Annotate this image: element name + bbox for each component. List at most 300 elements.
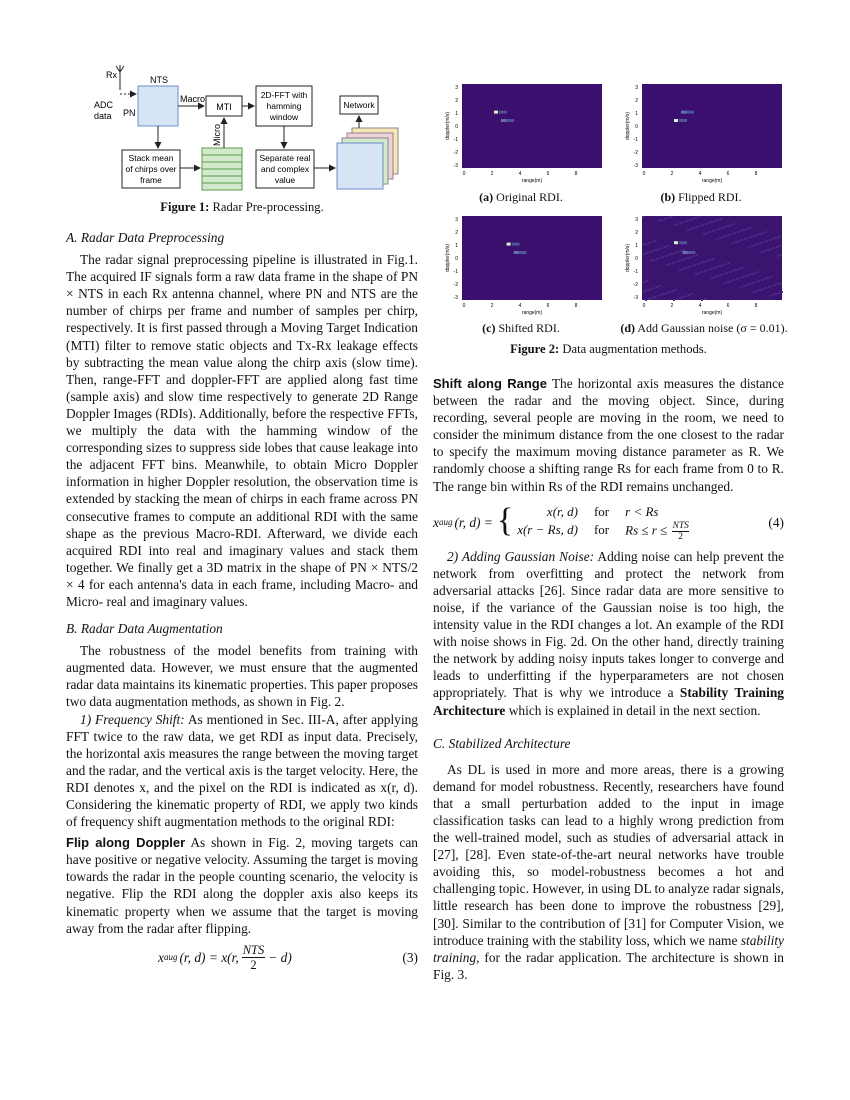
noise-pixel <box>652 250 654 252</box>
noise-pixel <box>777 255 779 257</box>
noise-pixel <box>714 276 716 278</box>
noise-pixel <box>699 225 701 227</box>
y-tick-label: 2 <box>455 230 458 236</box>
x-tick-label: 2 <box>490 171 494 177</box>
target-tail <box>499 111 507 114</box>
noise-pixel <box>771 285 773 287</box>
noise-pixel <box>727 225 729 227</box>
noise-pixel <box>759 233 761 235</box>
noise-pixel <box>727 281 729 283</box>
noise-pixel <box>721 227 723 229</box>
target-tail <box>679 241 687 244</box>
noise-pixel <box>737 231 739 233</box>
noise-pixel <box>683 221 685 223</box>
noise-pixel <box>749 227 751 229</box>
noise-pixel <box>680 250 682 252</box>
noise-pixel <box>724 282 726 284</box>
rdi-flipped-plot <box>620 80 790 188</box>
noise-pixel <box>651 297 653 299</box>
noise-pixel <box>772 238 774 240</box>
noise-pixel <box>643 281 645 283</box>
stack-label-2: of chirps over <box>125 164 177 174</box>
noise-pixel <box>757 271 759 273</box>
noise-pixel <box>746 284 748 286</box>
noise-pixel <box>675 289 677 291</box>
noise-pixel <box>728 234 730 236</box>
noise-pixel <box>752 282 754 284</box>
noise-pixel <box>756 290 758 292</box>
noise-pixel <box>692 218 694 220</box>
y-axis-label: doppler(m/s) <box>625 243 631 273</box>
y-tick-label: 3 <box>455 85 458 91</box>
noise-pixel <box>718 228 720 230</box>
noise-pixel <box>651 241 653 243</box>
noise-pixel <box>712 258 714 260</box>
target-blob <box>674 241 678 244</box>
subcaption-d: (d) Add Gaussian noise (σ = 0.01). <box>620 321 788 335</box>
gaussian-noise-paragraph: 2) Adding Gaussian Noise: Adding noise can help prevent the network from overfitting and protect the network from adversarial attacks [26]. Since radar data are more sensitive to noise, if the variance of the Gaussian noise is too high, the intensity value in the RDI changes a lot. An example of the RDI with noise shows in Fig. 2d. On the other hand, directly training the network by adding noisy inputs takes longer to converge and leads to underfitting if the hyperparameters are not chosen appropriately. That is why we introduce a Stability Training Architecture which is explained in detail in the next section. <box>433 548 784 718</box>
y-tick-label: -3 <box>633 163 638 169</box>
noise-pixel <box>648 298 650 300</box>
noise-pixel <box>646 280 648 282</box>
noise-pixel <box>656 286 658 288</box>
noise-pixel <box>732 270 734 272</box>
noise-pixel <box>665 255 667 257</box>
noise-pixel <box>659 285 661 287</box>
noise-pixel <box>672 262 674 264</box>
y-tick-label: 1 <box>455 243 458 249</box>
noise-pixel <box>732 242 734 244</box>
noise-pixel <box>654 240 656 242</box>
x-tick-label: 4 <box>518 303 522 309</box>
noise-pixel <box>687 257 689 259</box>
noise-pixel <box>695 217 697 219</box>
y-tick-label: -1 <box>633 269 638 275</box>
y-tick-label: 1 <box>635 243 638 249</box>
noise-pixel <box>763 241 765 243</box>
section-c-heading: C. Stabilized Architecture <box>433 735 571 751</box>
x-tick-label: 0 <box>642 171 646 177</box>
noise-pixel <box>770 276 772 278</box>
y-tick-label: 3 <box>635 217 638 223</box>
noise-pixel <box>719 237 721 239</box>
noise-pixel <box>711 277 713 279</box>
x-tick-label: 6 <box>726 171 730 177</box>
target-blob <box>507 243 511 246</box>
fft-label-3: window <box>269 112 299 122</box>
y-tick-label: 2 <box>635 230 638 236</box>
y-tick-label: -2 <box>453 282 458 288</box>
x-tick-label: 4 <box>698 171 702 177</box>
noise-pixel <box>762 288 764 290</box>
noise-pixel <box>698 272 700 274</box>
x-axis-label: range(m) <box>521 310 543 316</box>
x-tick-label: 4 <box>698 303 702 309</box>
stacked-tensor <box>337 128 398 189</box>
noise-pixel <box>658 220 660 222</box>
noise-pixel <box>755 281 757 283</box>
noise-pixel <box>701 299 703 301</box>
noise-pixel <box>711 221 713 223</box>
noise-pixel <box>735 241 737 243</box>
noise-pixel <box>703 261 705 263</box>
noise-pixel <box>678 260 680 262</box>
y-tick-label: 0 <box>635 256 638 262</box>
noise-pixel <box>664 218 666 220</box>
noise-pixel <box>705 223 707 225</box>
noise-pixel <box>694 264 696 266</box>
noise-pixel <box>645 243 647 245</box>
x-tick-label: 4 <box>518 171 522 177</box>
noise-pixel <box>735 269 737 271</box>
target-tail <box>506 119 514 122</box>
noise-pixel <box>655 249 657 251</box>
target-tail <box>679 119 687 122</box>
rdi-original-plot <box>440 80 610 188</box>
noise-pixel <box>778 236 780 238</box>
noise-pixel <box>708 222 710 224</box>
y-axis-label: doppler(m/s) <box>445 243 451 273</box>
noise-pixel <box>750 236 752 238</box>
noise-pixel <box>672 290 674 292</box>
noise-pixel <box>756 234 758 236</box>
noise-pixel <box>710 268 712 270</box>
heatmap-background <box>462 84 602 168</box>
noise-pixel <box>688 294 690 296</box>
noise-pixel <box>693 255 695 257</box>
noise-pixel <box>714 220 716 222</box>
noise-pixel <box>724 226 726 228</box>
noise-pixel <box>745 275 747 277</box>
noise-pixel <box>669 291 671 293</box>
noise-pixel <box>765 231 767 233</box>
sep-label-2: and complex <box>260 164 310 174</box>
noise-pixel <box>670 216 672 218</box>
noise-pixel <box>765 287 767 289</box>
x-tick-label: 8 <box>754 303 758 309</box>
figure-1-diagram <box>90 64 406 196</box>
noise-pixel <box>716 266 718 268</box>
noise-pixel <box>668 254 670 256</box>
noise-pixel <box>716 238 718 240</box>
noise-pixel <box>767 277 769 279</box>
x-tick-label: 8 <box>574 303 578 309</box>
noise-pixel <box>779 245 781 247</box>
noise-pixel <box>740 230 742 232</box>
noise-pixel <box>761 251 763 253</box>
noise-pixel <box>648 242 650 244</box>
noise-pixel <box>743 229 745 231</box>
section-a-heading: A. Radar Data Preprocessing <box>66 230 225 245</box>
stack-label-3: frame <box>140 175 162 185</box>
y-tick-label: -1 <box>453 137 458 143</box>
noise-pixel <box>747 237 749 239</box>
x-axis-label: range(m) <box>521 178 543 184</box>
noise-pixel <box>730 224 732 226</box>
noise-pixel <box>717 275 719 277</box>
noise-pixel <box>684 258 686 260</box>
noise-pixel <box>731 233 733 235</box>
noise-pixel <box>744 238 746 240</box>
y-tick-label: -2 <box>453 150 458 156</box>
noise-pixel <box>746 228 748 230</box>
noise-pixel <box>730 280 732 282</box>
noise-pixel <box>754 272 756 274</box>
noise-pixel <box>759 289 761 291</box>
noise-pixel <box>675 261 677 263</box>
noise-pixel <box>685 295 687 297</box>
noise-pixel <box>706 260 708 262</box>
antenna-icon <box>116 65 124 90</box>
micro-label: Micro <box>212 124 222 146</box>
noise-pixel <box>738 240 740 242</box>
target-tail <box>512 243 520 246</box>
noise-pixel <box>685 267 687 269</box>
noise-pixel <box>677 223 679 225</box>
x-tick-label: 8 <box>574 171 578 177</box>
noise-pixel <box>764 278 766 280</box>
noise-pixel <box>766 240 768 242</box>
mti-label: MTI <box>216 102 232 112</box>
noise-pixel <box>657 295 659 297</box>
noise-pixel <box>667 245 669 247</box>
noise-pixel <box>682 268 684 270</box>
figure-1-caption: Figure 1: Radar Pre-processing. <box>160 200 324 214</box>
noise-pixel <box>704 298 706 300</box>
rdi-noise-plot <box>620 212 790 320</box>
noise-pixel <box>698 216 700 218</box>
subcaption-a: (a) Original RDI. <box>479 190 563 204</box>
noise-pixel <box>662 256 664 258</box>
noise-pixel <box>674 224 676 226</box>
noise-pixel <box>725 235 727 237</box>
y-tick-label: 3 <box>455 217 458 223</box>
noise-pixel <box>709 259 711 261</box>
noise-pixel <box>667 217 669 219</box>
noise-pixel <box>713 267 715 269</box>
noise-pixel <box>686 220 688 222</box>
noise-pixel <box>780 282 782 284</box>
fft-label-2: hamming <box>266 101 302 111</box>
sep-label-1: Separate real <box>259 153 311 163</box>
noise-pixel <box>646 252 648 254</box>
noise-pixel <box>696 254 698 256</box>
noise-pixel <box>689 219 691 221</box>
right-column <box>433 375 784 983</box>
subcaption-c: (c) Shifted RDI. <box>482 321 560 335</box>
equation-3: x aug (r, d) = x(r, NTS 2 − d) (3) <box>158 942 418 972</box>
noise-pixel <box>702 224 704 226</box>
y-tick-label: 2 <box>635 98 638 104</box>
noise-pixel <box>741 267 743 269</box>
noise-pixel <box>679 269 681 271</box>
noise-pixel <box>666 264 668 266</box>
noise-pixel <box>748 246 750 248</box>
y-tick-label: 0 <box>455 256 458 262</box>
noise-pixel <box>676 298 678 300</box>
noise-pixel <box>722 264 724 266</box>
noise-pixel <box>780 254 782 256</box>
y-axis-label: doppler(m/s) <box>445 111 451 141</box>
sep-label-3: value <box>274 175 296 185</box>
noise-pixel <box>673 299 675 301</box>
noise-pixel <box>725 263 727 265</box>
y-tick-label: 1 <box>455 111 458 117</box>
noise-pixel <box>644 290 646 292</box>
frequency-shift-paragraph: 1) Frequency Shift: As mentioned in Sec. III-A, after applying FFT twice to the raw data, we get RDI as input data. Precisely, the horizontal axis measures the range between the moving target and the radar, and the vertical axis is the target velocity. Here, the RDI denotes x, and the pixel on the RDI is indicated as x(r, d). Considering the kinematic property of RDI, we apply two kinds of frequency shift augmentation methods to the original RDI: <box>66 711 418 830</box>
noise-pixel <box>649 251 651 253</box>
noise-pixel <box>656 258 658 260</box>
rx-label: Rx <box>106 70 117 80</box>
noise-pixel <box>719 265 721 267</box>
data-label: data <box>94 111 112 121</box>
noise-pixel <box>645 299 647 301</box>
section-b-paragraph: The robustness of the model benefits from training with augmented data. However, we must ensure that the augmented radar data maintains its kinematic properties. This paper proposes two data augmentation methods, as shown in Fig. 2. <box>66 643 418 710</box>
noise-pixel <box>777 283 779 285</box>
noise-pixel <box>775 237 777 239</box>
noise-pixel <box>654 296 656 298</box>
noise-pixel <box>658 248 660 250</box>
y-tick-label: 2 <box>455 98 458 104</box>
x-axis-label: range(m) <box>701 310 723 316</box>
noise-pixel <box>738 268 740 270</box>
noise-pixel <box>697 263 699 265</box>
y-tick-label: 1 <box>635 111 638 117</box>
noise-pixel <box>712 230 714 232</box>
noise-pixel <box>693 227 695 229</box>
y-tick-label: -3 <box>633 295 638 301</box>
noise-pixel <box>751 273 753 275</box>
noise-pixel <box>723 273 725 275</box>
noise-pixel <box>768 286 770 288</box>
y-tick-label: -1 <box>453 269 458 275</box>
noise-pixel <box>720 218 722 220</box>
noise-pixel <box>696 226 698 228</box>
noise-pixel <box>736 278 738 280</box>
noise-pixel <box>704 270 706 272</box>
y-tick-label: -2 <box>633 282 638 288</box>
noise-pixel <box>690 256 692 258</box>
y-tick-label: -1 <box>633 137 638 143</box>
noise-pixel <box>743 285 745 287</box>
noise-pixel <box>642 244 644 246</box>
noise-pixel <box>776 246 778 248</box>
noise-pixel <box>753 291 755 293</box>
section-b-heading: B. Radar Data Augmentation <box>66 621 223 637</box>
noise-pixel <box>643 253 645 255</box>
section-c-paragraph: As DL is used in more and more areas, there is a growing demand for model robustness. Recently, researchers have found that a small perturbation added to the input in image classification tasks can lead to a highly wrong prediction from the well-trained model, such as studies of adversarial attack in [27], [28]. Even state-of-the-art neural networks have trouble avoiding this, so model-robustness becomes a hot and challenging topic. However, in using DL to analyze radar signals, little research has been done to improve the robustness [29], [30]. Similar to the contribution of [31] for Computer Vision, we introduce training with the stability loss, which we name stability training, for the radar application. The architecture is shown in Fig. 3. <box>433 761 784 982</box>
noise-pixel <box>762 232 764 234</box>
noise-pixel <box>778 292 780 294</box>
noise-pixel <box>726 272 728 274</box>
x-tick-label: 0 <box>462 303 466 309</box>
noise-pixel <box>774 284 776 286</box>
target-tail <box>687 251 695 254</box>
x-tick-label: 6 <box>546 303 550 309</box>
noise-pixel <box>647 289 649 291</box>
network-label: Network <box>343 100 375 110</box>
target-blob <box>674 119 678 122</box>
noise-pixel <box>770 248 772 250</box>
section-a-paragraph: The radar signal preprocessing pipeline is illustrated in Fig.1. The acquired IF signals form a raw data frame in the shape of PN × NTS in each Rx antenna channel, where PN and NTS are the number of chirps per frame and number of samples per chirp, respectively. It is first passed through a Moving Target Indication (MTI) filter to remove static objects and Tx-Rx leakage effects by subtracting the mean value along the chirp axis (slow time). Then, range-FFT and doppler-FFT are applied along fast time (sample axis) and slow time respectively to generate 2D Range Doppler Images (RDIs). Additionally, before the respective FFTs, we multiply the data with the hamming window of the corresponding sizes to suppress side lobes that cause leakage into the adjacent FFT bins. Meanwhile, to obtain Micro Doppler information in higher Doppler resolution, the observation time is extended by stacking the mean of chirps in each frame across PN consecutive frames to compute an additional RDI with the same shape as the previous Macro-RDI. Afterward, we divide each acquired RDI into real and imaginary values and stack them together. We finally get a 3D matrix in the shape of PN × NTS/2 × 4 for each antenna's data in each frame, including Macro- and Micro- real and imaginary values. <box>66 252 418 609</box>
y-tick-label: -3 <box>453 163 458 169</box>
x-axis-label: range(m) <box>701 178 723 184</box>
noise-pixel <box>769 295 771 297</box>
noise-pixel <box>741 239 743 241</box>
pn-label: PN <box>123 108 136 118</box>
noise-pixel <box>749 283 751 285</box>
x-tick-label: 0 <box>642 303 646 309</box>
noise-pixel <box>758 280 760 282</box>
y-tick-label: 0 <box>455 124 458 130</box>
noise-pixel <box>660 294 662 296</box>
heatmap-background <box>642 84 782 168</box>
noise-pixel <box>754 244 756 246</box>
noise-pixel <box>709 231 711 233</box>
noise-pixel <box>663 293 665 295</box>
noise-pixel <box>764 250 766 252</box>
noise-pixel <box>760 242 762 244</box>
noise-pixel <box>691 265 693 267</box>
noise-pixel <box>700 262 702 264</box>
noise-pixel <box>753 235 755 237</box>
noise-pixel <box>773 247 775 249</box>
noise-pixel <box>661 247 663 249</box>
noise-pixel <box>677 251 679 253</box>
noise-pixel <box>748 274 750 276</box>
noise-pixel <box>681 259 683 261</box>
x-tick-label: 0 <box>462 171 466 177</box>
noise-pixel <box>781 291 783 293</box>
noise-pixel <box>733 279 735 281</box>
noise-pixel <box>729 271 731 273</box>
x-tick-label: 2 <box>670 303 674 309</box>
noise-pixel <box>703 233 705 235</box>
noise-pixel <box>767 249 769 251</box>
noise-pixel <box>701 271 703 273</box>
adc-label: ADC <box>94 100 114 110</box>
noise-pixel <box>661 219 663 221</box>
raw-data-block <box>138 86 178 126</box>
noise-pixel <box>769 239 771 241</box>
noise-pixel <box>691 293 693 295</box>
noise-pixel <box>734 232 736 234</box>
noise-pixel <box>682 296 684 298</box>
noise-pixel <box>653 287 655 289</box>
flip-paragraph: Flip along Doppler As shown in Fig. 2, moving targets can have positive or negative velocity. Assuming the target is moving towards the radar in the people counting scenario, the velocity is negative. Flip the RDI along the doppler axis also keeps its kinematic property when we assume that the target is moving away from the radar after flipping. <box>66 835 418 936</box>
noise-pixel <box>733 223 735 225</box>
y-tick-label: 3 <box>635 85 638 91</box>
noise-pixel <box>664 246 666 248</box>
x-tick-label: 6 <box>546 171 550 177</box>
left-column <box>66 229 418 972</box>
noise-pixel <box>690 228 692 230</box>
noise-pixel <box>674 252 676 254</box>
noise-pixel <box>715 229 717 231</box>
noise-pixel <box>739 277 741 279</box>
noise-pixel <box>687 229 689 231</box>
noise-pixel <box>650 288 652 290</box>
y-tick-label: -2 <box>633 150 638 156</box>
rdi-shifted-plot <box>440 212 610 320</box>
noise-pixel <box>740 286 742 288</box>
stack-label-1: Stack mean <box>128 153 174 163</box>
noise-pixel <box>669 263 671 265</box>
noise-pixel <box>688 266 690 268</box>
x-tick-label: 2 <box>670 171 674 177</box>
micro-stack-block <box>202 148 242 190</box>
y-tick-label: -3 <box>453 295 458 301</box>
